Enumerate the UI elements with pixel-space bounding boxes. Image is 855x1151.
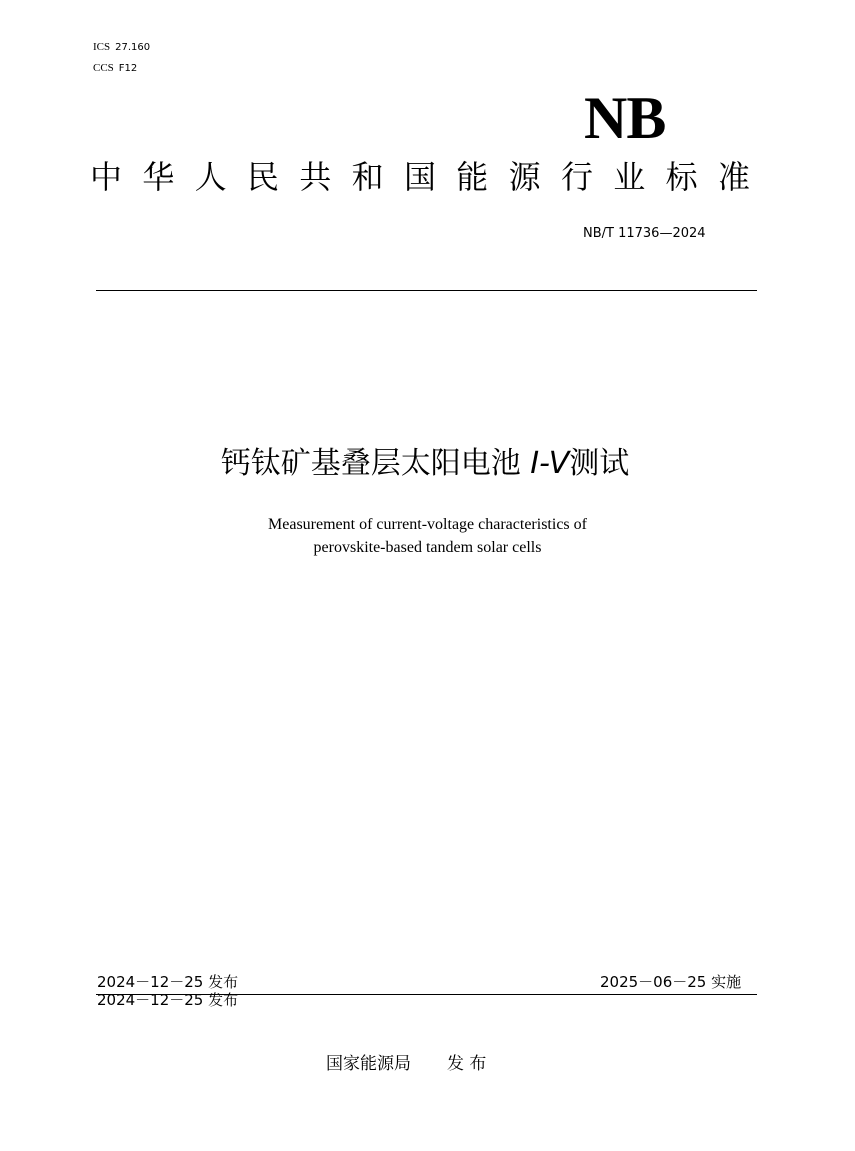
org-title-char: 共 (299, 158, 332, 196)
issue-date-ghost-text: 2024－12－25 发布 (97, 991, 239, 1009)
english-title-line-2: perovskite-based tandem solar cells (313, 539, 542, 556)
chinese-title-suffix: 测试 (569, 446, 630, 481)
issue-date: 2024－12－25 发布 (97, 973, 239, 991)
ccs-value: F12 (118, 63, 138, 74)
effective-date: 2025－06－25 实施 (600, 973, 742, 991)
ics-label: ICS (93, 41, 111, 53)
issuer-line (326, 1054, 486, 1074)
org-title-char: 源 (508, 158, 541, 196)
org-title-char: 行 (560, 158, 593, 196)
org-title-char: 和 (351, 158, 384, 196)
org-title-char: 准 (717, 158, 750, 196)
chinese-title (0, 445, 850, 483)
org-title-char: 民 (246, 158, 279, 196)
org-title-char: 能 (456, 158, 489, 196)
org-title-char: 国 (403, 158, 436, 196)
chinese-title-iv: I-V (530, 446, 570, 481)
org-title-char: 业 (613, 158, 646, 196)
issuer-name: 国家能源局 (326, 1054, 411, 1074)
ccs-code (93, 61, 137, 76)
ccs-label: CCS (93, 62, 114, 74)
org-title-char: 华 (142, 158, 175, 196)
ics-code (93, 40, 150, 55)
org-title (90, 157, 750, 197)
org-title-char: 中 (90, 158, 123, 196)
chinese-title-prefix: 钙钛矿基叠层太阳电池 (220, 446, 521, 481)
org-title-char: 人 (194, 158, 227, 196)
standard-number: NB/T 11736—2024 (583, 226, 706, 241)
issue-word: 发 布 (447, 1054, 487, 1074)
header-divider (96, 290, 757, 291)
english-title-line-1: Measurement of current-voltage characteristics of (268, 516, 587, 533)
org-title-char: 标 (665, 158, 698, 196)
ics-value: 27.160 (115, 42, 151, 53)
nb-logo: NB (584, 85, 666, 151)
issue-date-ghost (97, 991, 239, 1009)
